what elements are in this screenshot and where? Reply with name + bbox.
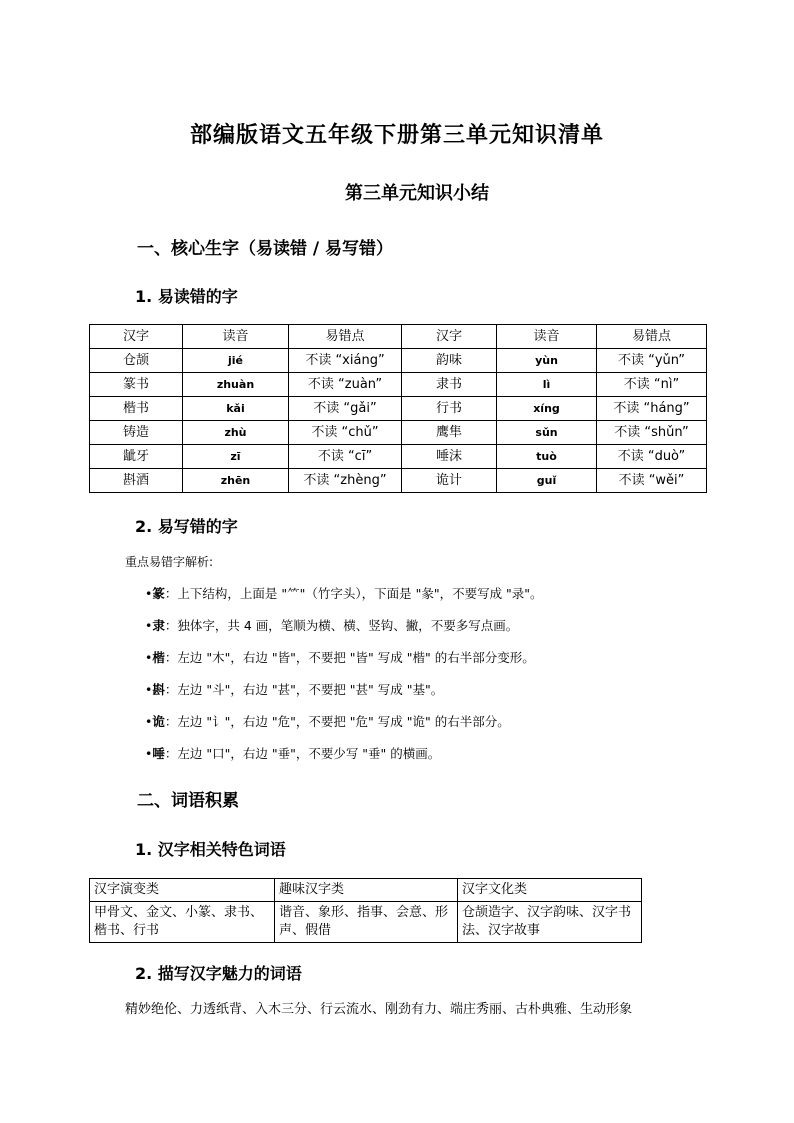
section1-sub1-heading: 1. 易读错的字 [135,287,238,306]
table-row [90,445,707,469]
item-char: 斟 [152,682,165,697]
pinyin-cell: zhù [183,421,289,445]
item-char: 唾 [152,746,165,761]
mistake-cell: 不读 “chǔ” [289,421,402,445]
table-header-cell: 汉字演变类 [90,879,275,902]
mistake-cell: 不读 “xiáng” [289,349,402,373]
mistake-cell: 不读 “zuàn” [289,373,402,397]
word-cell: 楷书 [90,397,183,421]
pinyin-cell: zhuàn [183,373,289,397]
section2-heading: 二、词语积累 [137,791,239,811]
word-cell: 鹰隼 [402,421,497,445]
item-text: ：上下结构，上面是 "⺮"（竹字头），下面是 "彖"，不要写成 "录"。 [164,586,543,601]
table-header-cell: 易错点 [597,325,707,349]
table-header-cell: 汉字 [402,325,497,349]
list-item: •唾：左边 "口"，右边 "垂"，不要少写 "垂" 的横画。 [145,746,441,761]
pinyin-cell: jié [183,349,289,373]
table-header-row [90,325,707,349]
mistake-cell: 不读 “háng” [597,397,707,421]
vocab-cell: 仓颉造字、汉字韵味、汉字书法、汉字故事 [458,902,642,943]
item-text: ：独体字，共 4 画，笔顺为横、横、竖钩、撇，不要多写点画。 [164,618,519,633]
table-header-cell: 易错点 [289,325,402,349]
item-char: 诡 [152,714,165,729]
pinyin-cell: yùn [497,349,597,373]
table-header-cell: 汉字 [90,325,183,349]
word-cell: 诡计 [402,469,497,493]
mistake-cell: 不读 “zhèng” [289,469,402,493]
item-text: ：左边 "口"，右边 "垂"，不要少写 "垂" 的横画。 [164,746,441,761]
list-item: •斟：左边 "斗"，右边 "甚"，不要把 "甚" 写成 "基"。 [145,682,444,697]
mistake-cell: 不读 “shǔn” [597,421,707,445]
vocabulary-table [89,878,642,943]
mistake-cell: 不读 “cī” [289,445,402,469]
document-subtitle: 第三单元知识小结 [345,183,489,204]
charm-words: 精妙绝伦、力透纸背、入木三分、行云流水、刚劲有力、端庄秀丽、古朴典雅、生动形象 [125,1002,633,1017]
word-cell: 篆书 [90,373,183,397]
section1-sub2-heading: 2. 易写错的字 [135,517,238,536]
word-cell: 唾沫 [402,445,497,469]
word-cell: 韵味 [402,349,497,373]
pinyin-cell: zī [183,445,289,469]
word-cell: 铸造 [90,421,183,445]
table-header-cell: 读音 [183,325,289,349]
table-row [90,421,707,445]
mistake-cell: 不读 “nì” [597,373,707,397]
list-item: •诡：左边 "讠"，右边 "危"，不要把 "危" 写成 "诡" 的右半部分。 [145,714,510,729]
vocab-cell: 甲骨文、金文、小篆、隶书、楷书、行书 [90,902,275,943]
mistake-cell: 不读 “duò” [597,445,707,469]
pinyin-cell: kǎi [183,397,289,421]
table-row [90,349,707,373]
pinyin-cell: sǔn [497,421,597,445]
table-row [90,469,707,493]
list-item: •隶：独体字，共 4 画，笔顺为横、横、竖钩、撇，不要多写点画。 [145,618,519,633]
word-cell: 龇牙 [90,445,183,469]
table-row [90,397,707,421]
list-item: •楷：左边 "木"，右边 "皆"，不要把 "皆" 写成 "楷" 的右半部分变形。 [145,650,535,665]
word-cell: 行书 [402,397,497,421]
table-header-cell: 汉字文化类 [458,879,642,902]
table-row [90,373,707,397]
pinyin-cell: xíng [497,397,597,421]
vocab-cell: 谐音、象形、指事、会意、形声、假借 [275,902,458,943]
mistake-cell: 不读 “wěi” [597,469,707,493]
table-header-row [90,879,642,902]
analysis-note: 重点易错字解析: [125,555,214,569]
table-row [90,902,642,943]
mistake-cell: 不读 “gǎi” [289,397,402,421]
item-char: 隶 [152,618,165,633]
misread-characters-table [89,324,707,493]
item-text: ：左边 "木"，右边 "皆"，不要把 "皆" 写成 "楷" 的右半部分变形。 [164,650,535,665]
pinyin-cell: zhēn [183,469,289,493]
item-char: 篆 [152,586,165,601]
list-item: •篆：上下结构，上面是 "⺮"（竹字头），下面是 "彖"，不要写成 "录"。 [145,586,543,601]
item-text: ：左边 "斗"，右边 "甚"，不要把 "甚" 写成 "基"。 [164,682,444,697]
item-char: 楷 [152,650,165,665]
document-title: 部编版语文五年级下册第三单元知识清单 [189,123,604,148]
item-text: ：左边 "讠"，右边 "危"，不要把 "危" 写成 "诡" 的右半部分。 [164,714,510,729]
mistake-cell: 不读 “yǔn” [597,349,707,373]
section1-heading: 一、核心生字（易读错 / 易写错） [137,239,394,259]
word-cell: 仓颉 [90,349,183,373]
word-cell: 斟酒 [90,469,183,493]
word-cell: 隶书 [402,373,497,397]
pinyin-cell: guǐ [497,469,597,493]
pinyin-cell: lì [497,373,597,397]
table-header-cell: 读音 [497,325,597,349]
section2-sub2-heading: 2. 描写汉字魅力的词语 [135,964,302,983]
pinyin-cell: tuò [497,445,597,469]
section2-sub1-heading: 1. 汉字相关特色词语 [135,840,286,859]
table-header-cell: 趣味汉字类 [275,879,458,902]
